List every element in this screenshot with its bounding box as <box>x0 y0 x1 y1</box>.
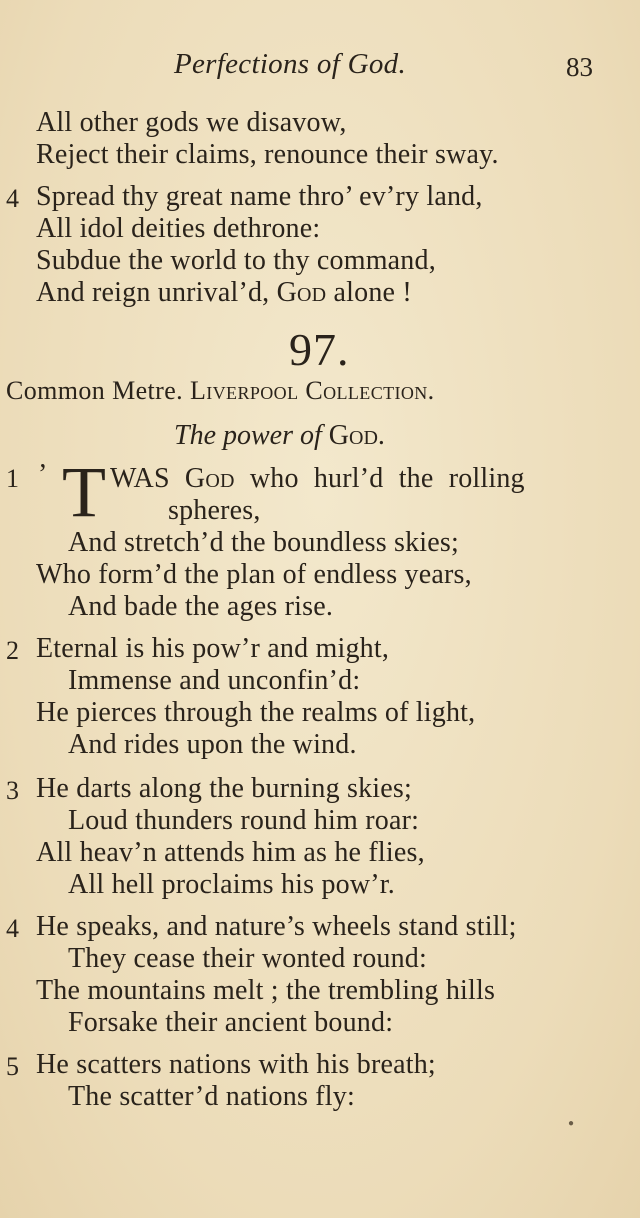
tune-source: Liverpool Collection. <box>189 376 435 405</box>
god-small-caps: God. <box>328 420 385 451</box>
verse-line: The mountains melt ; the trembling hills <box>36 975 496 1006</box>
verse-line: All hell proclaims his pow’r. <box>68 869 395 900</box>
meter-line <box>6 376 435 406</box>
god-small-caps: God <box>184 463 235 494</box>
verse-line: And bade the ages rise. <box>68 591 334 622</box>
verse-line: The scatter’d nations fly: <box>68 1081 355 1112</box>
subtitle-text: The power of <box>174 420 329 451</box>
running-header-title: Perfections of God. <box>174 48 407 80</box>
verse-line: He pierces through the realms of light, <box>36 697 476 728</box>
prev-hymn-line <box>36 276 412 310</box>
prev-hymn-line: All other gods we disavow, <box>36 107 347 138</box>
verse-number: 3 <box>6 776 19 805</box>
line-text: WAS <box>110 463 185 494</box>
god-small-caps: God <box>276 277 327 308</box>
print-blemish: ● <box>568 1118 575 1129</box>
verse-line: He scatters nations with his breath; <box>36 1049 436 1080</box>
prev-hymn-line: Spread thy great name thro’ ev’ry land, <box>36 181 483 212</box>
verse-line: Who form’d the plan of endless years, <box>36 559 472 590</box>
verse-line: All heav’n attends him as he flies, <box>36 837 425 868</box>
verse-line: Eternal is his pow’r and might, <box>36 633 390 664</box>
hymn-subtitle <box>174 420 385 452</box>
prev-hymn-line: Reject their claims, renounce their sway. <box>36 139 499 170</box>
verse-number: 5 <box>6 1052 19 1081</box>
verse-line: Forsake their ancient bound: <box>68 1007 394 1038</box>
verse-number: 4 <box>6 184 19 213</box>
drop-cap: T <box>62 452 106 532</box>
hymn-number: 97. <box>289 324 350 375</box>
verse-line: He speaks, and nature’s wheels stand still; <box>36 911 517 942</box>
verse-line: They cease their wonted round: <box>68 943 427 974</box>
line-text: And reign unrival’d, <box>36 277 277 308</box>
line-text: alone ! <box>326 277 412 308</box>
prev-hymn-line: Subdue the world to thy command, <box>36 245 436 276</box>
verse-number: 4 <box>6 914 19 943</box>
page-number: 83 <box>566 52 593 82</box>
verse-line: spheres, <box>168 495 261 526</box>
opening-quote: ’ <box>38 459 48 490</box>
meter-name: Common Metre. <box>6 376 190 405</box>
verse-line: And rides upon the wind. <box>68 729 357 760</box>
verse-line <box>110 462 525 496</box>
verse-line: Loud thunders round him roar: <box>68 805 420 836</box>
verse-line: He darts along the burning skies; <box>36 773 412 804</box>
line-text: who hurl’d the rolling <box>234 463 525 494</box>
verse-line: Immense and unconfin’d: <box>68 665 361 696</box>
verse-number: 2 <box>6 636 19 665</box>
verse-line: And stretch’d the boundless skies; <box>68 527 459 558</box>
verse-number: 1 <box>6 464 19 493</box>
prev-hymn-line: All idol deities dethrone: <box>36 213 321 244</box>
